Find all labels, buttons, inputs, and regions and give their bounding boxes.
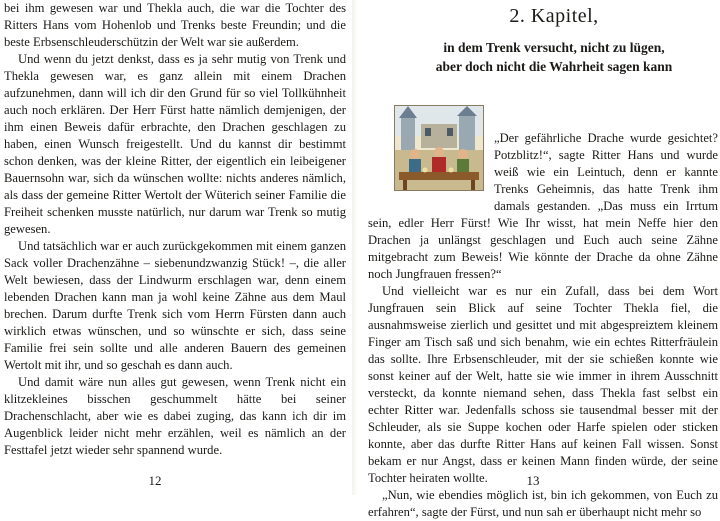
chapter-title-line-2: aber doch nicht die Wahrheit sagen kann (435, 59, 673, 74)
illustration-wrap-spacer (368, 130, 494, 202)
right-page (358, 0, 720, 519)
paragraph: Und tatsächlich war er auch zurückgekommen mit einem ganzen Sack voller Drachenzähne – siebenundzwanzig Stück! –, die aller Welt bewiesen, dass der Lindwurm erschlagen war, denn einem lebenden Drachen kann man ja wohl keine Zähne aus dem Maul brechen. Darum durfte Trenk sich vom Herrn Fürsten dann auch wirklich etwas wünschen, und so wünschte er sich, dass seine Familie frei sein sollte und alle anderen Bauern des gemeinen Wertolt mit ihr, und so geschah es dann auch. (4, 239, 346, 372)
right-page-text (368, 130, 718, 521)
paragraph: Und damit wäre nun alles gut gewesen, wenn Trenk nicht ein klitzekleines bisschen geschummelt hätte bei seiner Drachenschlacht, aber wie es dabei zuging, das kann ich dir im Augenblick leider nicht mehr erzählen, weil es nämlich an der Festtafel jetzt wieder sehr spannend wurde. (4, 375, 346, 457)
paragraph: Und wenn du jetzt denkst, dass es ja sehr mutig von Trenk und Thekla gewesen war, es ganz allein mit einem Drachen aufzunehmen, dann will ich dir den Grund für so viel Tollkühnheit auch noch erklären. Der Herr Fürst hatte nämlich demjenigen, der ihm einen Beweis dafür erbrachte, den Drachen geschlagen zu haben, einen Wunsch freigestellt. Und du kannst dir bestimmt schon denken, was der kleine Ritter, der eigentlich ein leibeigener Bauernsohn war, sich da wünschen wollte: nichts anderes nämlich, als dass der gemeine Ritter Wertolt der Wüterich seiner Familie die Freiheit schenken musste natürlich, nur darum war Trenk so mutig gewesen. (4, 52, 346, 236)
left-page (0, 0, 352, 495)
paragraph: „Der gefährliche Drache wurde gesichtet? Potzblitz!“, sagte Ritter Hans und wurde weiß wie ein Leintuch, denn er kannte Trenks Geheimnis, das hatte Trenk ihm damals gestanden. „Das muss ein Irrtum sein, edler Herr Fürst! Wie Ihr wisst, hat mein Neffe hier den Drachen ja unlängst geschlagen und Euch auch seine Zähne mitgebracht zum Beweis! Wie könnte der Drache da ohne Zähne noch Jungfrauen fressen?“ (368, 131, 718, 281)
chapter-number: 2. Kapitel, (509, 5, 599, 27)
paragraph: bei ihm gewesen war und Thekla auch, die war die Tochter des Ritters Hans vom Hohenlob und Trenks beste Freundin; und die beste Erbsenschleuderschützin der Welt war sie außerdem. (4, 1, 346, 49)
page-number-left: 12 (148, 473, 162, 488)
chapter-heading (388, 4, 720, 76)
paragraph: „Nun, wie ebendies möglich ist, bin ich gekommen, von Euch zu erfahren“, sagte der Fürst, und nun sah er überhaupt nicht mehr so (368, 488, 718, 519)
left-page-text (4, 0, 346, 459)
page-number-right: 13 (526, 473, 540, 488)
chapter-title-line-1: in dem Trenk versucht, nicht zu lügen, (443, 40, 665, 55)
paragraph: Und vielleicht war es nur ein Zufall, dass bei dem Wort Jungfrauen sein Blick auf seine Tochter Thekla fiel, die ausnahmsweise zierlich und gesittet und mit abgespreiztem kleinem Finger am Tisch saß und sich benahm, wie ein echtes Ritterfräulein das sollte. Ihre Erbsenschleuder, mit der sie schießen konnte wie sonst keiner auf der Welt, hatte sie wie immer in ihrem Ausschnitt versteckt, da konnte niemand sehen, dass Thekla fast selbst ein echter Ritter war. Jedenfalls schoss sie tausendmal besser mit der Schleuder, als sie Suppe kochen oder Harfe spielen oder sticken konnte, aber das durfte Ritter Hans auf keinen Fall wissen. Sonst bekam er nur Angst, dass er keinen Mann finden würde, der seine Tochter heiraten wollte. (368, 284, 718, 485)
